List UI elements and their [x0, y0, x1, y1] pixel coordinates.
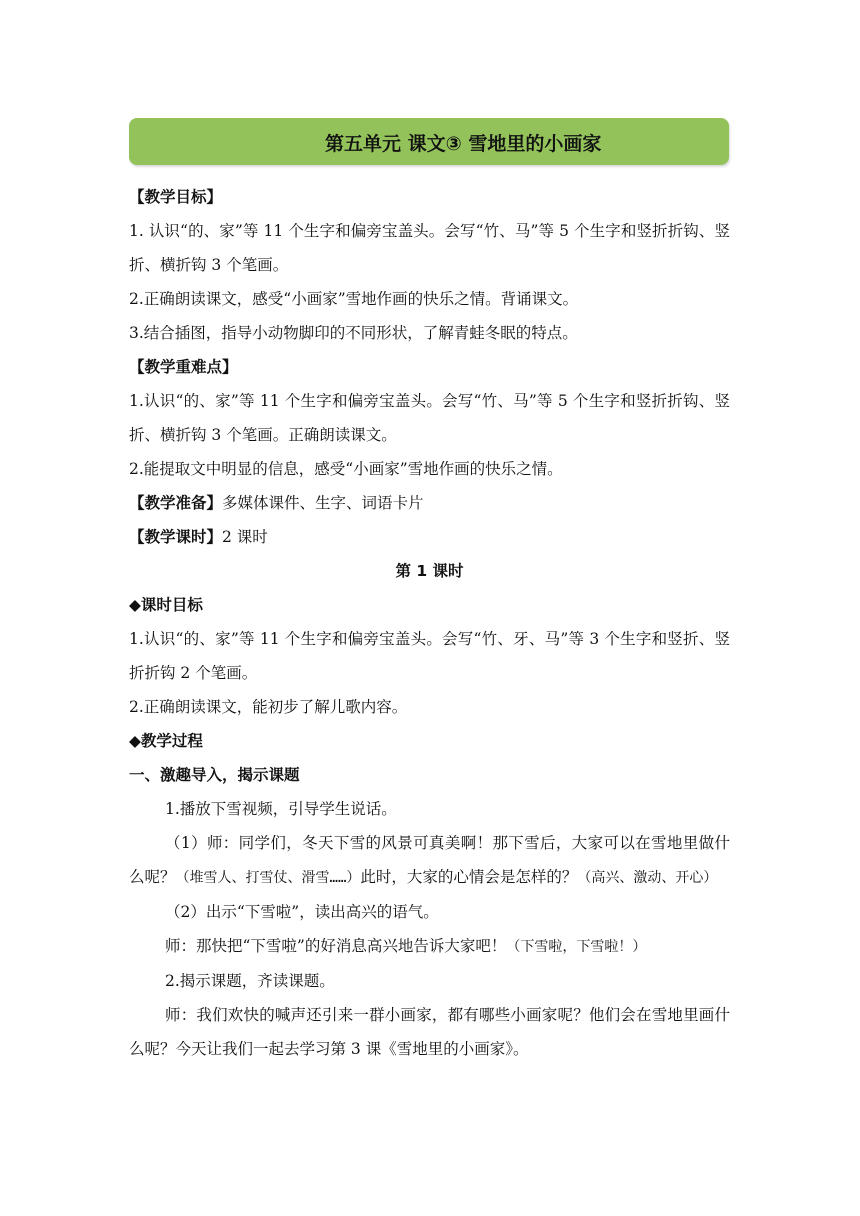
page-title: 第五单元 课文③ 雪地里的小画家 [325, 133, 602, 155]
paragraph-4-answer: （下雪啦，下雪啦！） [506, 939, 647, 955]
paragraph-1: 1.播放下雪视频，引导学生说话。 [165, 800, 397, 818]
section-1-heading: 一、激趣导入，揭示课题 [129, 766, 300, 784]
paragraph-2 [129, 826, 730, 895]
title-banner [129, 118, 729, 165]
paragraph-4 [129, 929, 730, 964]
paragraph-5: 2.揭示课题，齐读课题。 [165, 972, 335, 990]
goal-item-3: 3.结合插图，指导小动物脚印的不同形状，了解青蛙冬眠的特点。 [129, 324, 578, 342]
paragraph-2-answer-a: （堆雪人、打雪仗、滑雪……） [175, 870, 361, 886]
lesson-title: 第 1 课时 [395, 562, 464, 580]
goal-item-2: 2.正确朗读课文，感受“小画家”雪地作画的快乐之情。背诵课文。 [129, 290, 579, 308]
paragraph-2-text-a: （1）师：同学们，冬天下雪的风景可真美啊！那下雪后，大家可以在雪地里做什么呢？ [129, 834, 730, 886]
document-body [129, 180, 730, 1066]
hours-label: 【教学课时】 [129, 528, 223, 546]
key-point-item-2: 2.能提取文中明显的信息，感受“小画家”雪地作画的快乐之情。 [129, 460, 563, 478]
paragraph-2-text-b: 此时，大家的心情会是怎样的？ [360, 868, 578, 886]
paragraph-3: （2）出示“下雪啦”，读出高兴的语气。 [165, 903, 439, 921]
goal-item-1: 1. 认识“的、家”等 11 个生字和偏旁宝盖头。会写“竹、马”等 5 个生字和竖折折钩、竖折、横折钩 3 个笔画。 [129, 222, 730, 274]
key-points-heading: 【教学重难点】 [129, 358, 238, 376]
paragraph-4-text: 师：那快把“下雪啦”的好消息高兴地告诉大家吧！ [165, 937, 507, 955]
hours-value: 2 课时 [222, 528, 268, 546]
paragraph-6: 师：我们欢快的喊声还引来一群小画家，都有哪些小画家呢？他们会在雪地里画什么呢？今天让我们一起去学习第 3 课《雪地里的小画家》。 [129, 1006, 730, 1058]
lesson-goal-item-2: 2.正确朗读课文，能初步了解儿歌内容。 [129, 698, 408, 716]
prep-line [129, 486, 730, 520]
prep-value: 多媒体课件、生字、词语卡片 [222, 494, 424, 512]
key-point-item-1: 1.认识“的、家”等 11 个生字和偏旁宝盖头。会写“竹、马”等 5 个生字和竖折折钩、竖折、横折钩 3 个笔画。正确朗读课文。 [129, 392, 730, 444]
goals-heading: 【教学目标】 [129, 188, 223, 206]
paragraph-2-answer-b: （高兴、激动、开心） [577, 870, 718, 886]
lesson-goals-heading: ◆课时目标 [129, 596, 203, 614]
prep-label: 【教学准备】 [129, 494, 223, 512]
lesson-goal-item-1: 1.认识“的、家”等 11 个生字和偏旁宝盖头。会写“竹、牙、马”等 3 个生字和竖折、竖折折钩 2 个笔画。 [129, 630, 730, 682]
hours-line [129, 520, 730, 554]
process-heading: ◆教学过程 [129, 732, 203, 750]
